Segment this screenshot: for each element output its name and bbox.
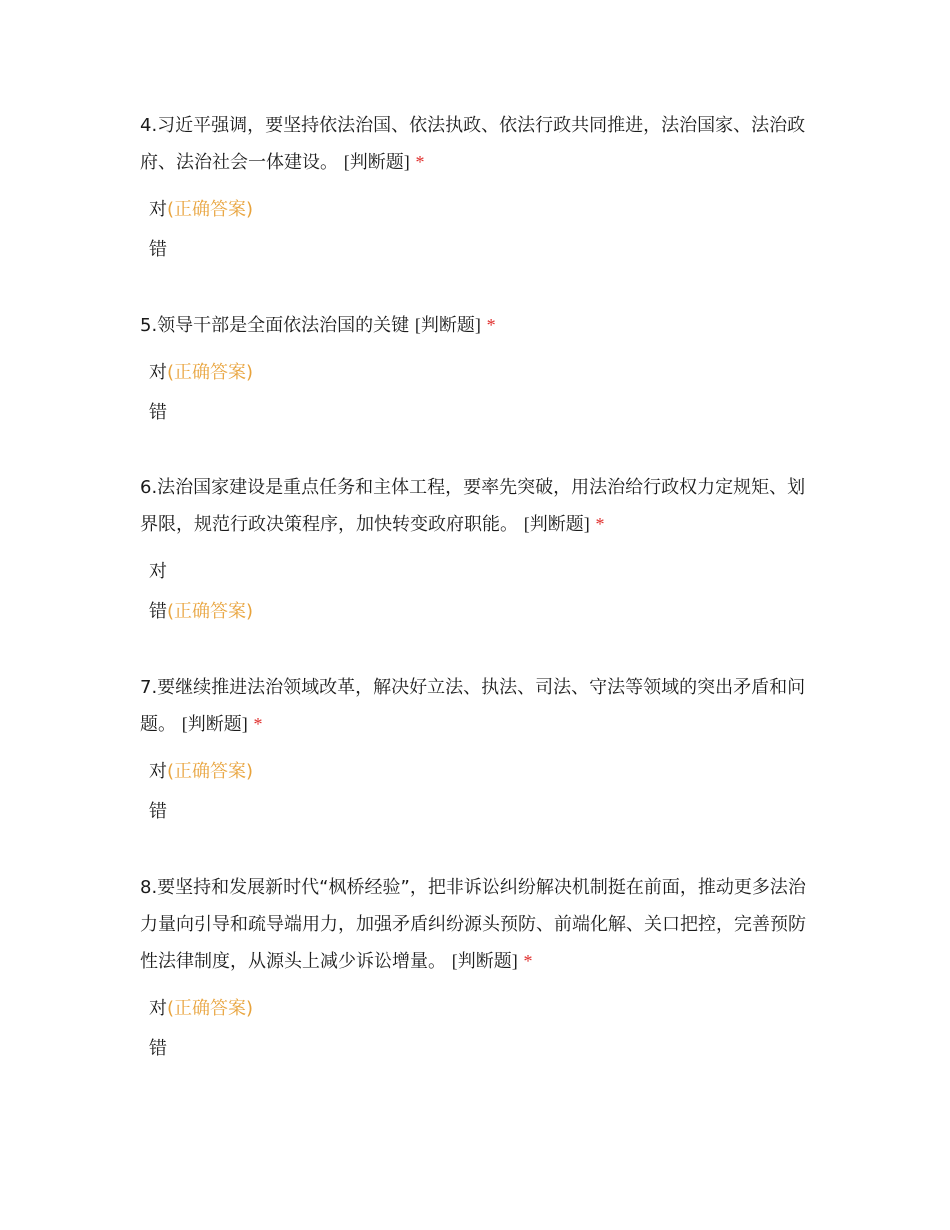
question-stem: 6.法治国家建设是重点任务和主体工程，要率先突破，用法治给行政权力定规矩、划界限，规范行政决策程序，加快转变政府职能。	[140, 477, 806, 535]
option-false[interactable]	[149, 792, 820, 832]
question-type-label: [判断题]	[414, 315, 481, 335]
option-list	[140, 989, 820, 1069]
option-label: 错	[149, 801, 167, 822]
option-false[interactable]	[149, 393, 820, 433]
option-list	[140, 552, 820, 632]
required-mark: *	[523, 951, 533, 971]
option-label: 错	[149, 601, 167, 622]
question-6	[140, 469, 820, 632]
question-stem: 4.习近平强调，要坚持依法治国、依法执政、依法行政共同推进，法治国家、法治政府、法治社会一体建设。	[140, 115, 806, 173]
question-text	[140, 869, 820, 980]
correct-answer-note: (正确答案)	[167, 761, 254, 782]
option-list	[140, 353, 820, 433]
option-label: 对	[149, 362, 167, 383]
question-7	[140, 669, 820, 832]
option-true[interactable]	[149, 552, 820, 592]
correct-answer-note: (正确答案)	[167, 601, 254, 622]
required-mark: *	[253, 714, 263, 734]
option-true[interactable]	[149, 752, 820, 792]
question-type-label: [判断题]	[181, 714, 248, 734]
question-8	[140, 869, 820, 1069]
question-type-label: [判断题]	[343, 152, 410, 172]
required-mark: *	[486, 315, 496, 335]
correct-answer-note: (正确答案)	[167, 998, 254, 1019]
option-false[interactable]	[149, 1029, 820, 1069]
option-true[interactable]	[149, 190, 820, 230]
option-list	[140, 190, 820, 270]
option-false[interactable]	[149, 230, 820, 270]
question-text	[140, 307, 820, 344]
question-stem: 7.要继续推进法治领域改革，解决好立法、执法、司法、守法等领域的突出矛盾和问题。	[140, 677, 806, 735]
option-label: 错	[149, 402, 167, 423]
option-true[interactable]	[149, 353, 820, 393]
question-text	[140, 469, 820, 543]
question-type-label: [判断题]	[523, 514, 590, 534]
correct-answer-note: (正确答案)	[167, 362, 254, 383]
option-label: 对	[149, 199, 167, 220]
question-5	[140, 307, 820, 433]
option-list	[140, 752, 820, 832]
question-type-label: [判断题]	[451, 951, 518, 971]
option-label: 对	[149, 998, 167, 1019]
option-false[interactable]	[149, 592, 820, 632]
question-stem: 8.要坚持和发展新时代“枫桥经验”，把非诉讼纠纷解决机制挺在前面，推动更多法治力量向引导和疏导端用力，加强矛盾纠纷源头预防、前端化解、关口把控，完善预防性法律制度，从源头上减少诉讼增量。	[140, 877, 806, 972]
question-text	[140, 107, 820, 181]
correct-answer-note: (正确答案)	[167, 199, 254, 220]
option-label: 错	[149, 1038, 167, 1059]
required-mark: *	[595, 514, 605, 534]
option-label: 错	[149, 239, 167, 260]
question-stem: 5.领导干部是全面依法治国的关键	[140, 315, 410, 336]
option-true[interactable]	[149, 989, 820, 1029]
question-4	[140, 107, 820, 270]
required-mark: *	[415, 152, 425, 172]
option-label: 对	[149, 561, 167, 582]
option-label: 对	[149, 761, 167, 782]
question-text	[140, 669, 820, 743]
